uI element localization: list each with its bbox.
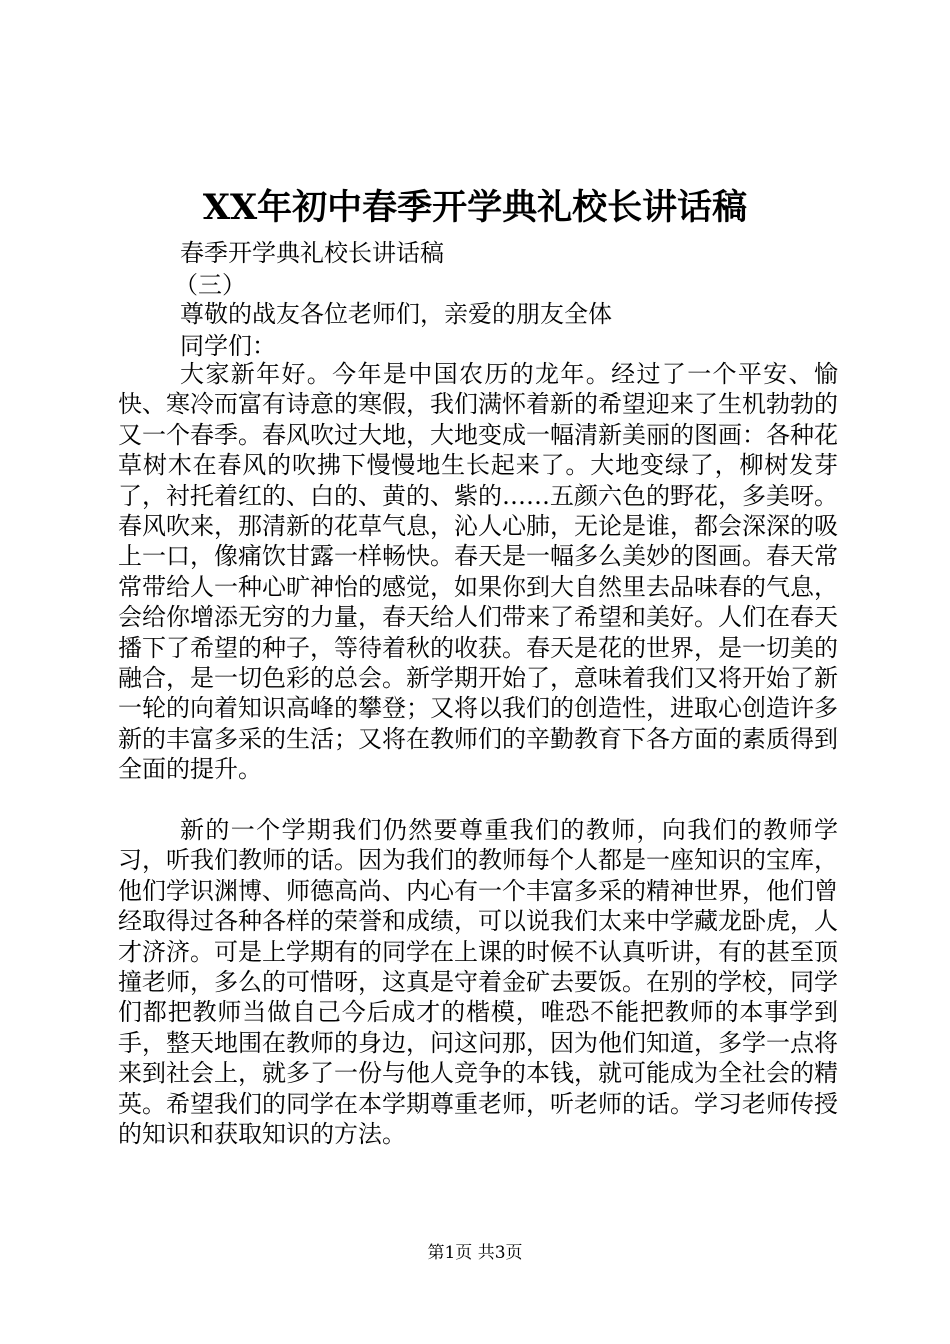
page-indicator: 第1页 共3页 (427, 1243, 523, 1263)
body-paragraph-2: 新的一个学期我们仍然要尊重我们的教师，向我们的教师学习，听我们教师的话。因为我们的教师每个人都是一座知识的宝库，他们学识渊博、师德高尚、内心有一个丰富多采的精神世界，他们曾经取得过各种各样的荣誉和成绩，可以说我们太来中学藏龙卧虎，人才济济。可是上学期有的同学在上课的时候不认真听讲，有的甚至顶撞老师，多么的可惜呀，这真是守着金矿去要饭。在别的学校，同学们都把教师当做自己今后成才的楷模，唯恐不能把教师的本事学到手，整天地围在教师的身边，问这问那，因为他们知道，多学一点将来到社会上，就多了一份与他人竞争的本钱，就可能成为全社会的精英。希望我们的同学在本学期尊重老师，听老师的话。学习老师传授的知识和获取知识的方法。 (118, 816, 838, 1149)
salutation-line-2: 同学们： (180, 332, 276, 360)
salutation-line-1: 尊敬的战友各位老师们，亲爱的朋友全体 (180, 300, 612, 328)
body-paragraph-1: 大家新年好。今年是中国农历的龙年。经过了一个平安、愉快、寒冷而富有诗意的寒假，我们满怀着新的希望迎来了生机勃勃的又一个春季。春风吹过大地，大地变成一幅清新美丽的图画：各种花草树木在春风的吹拂下慢慢地生长起来了。大地变绿了，柳树发芽了，衬托着红的、白的、黄的、紫的……五颜六色的野花，多美呀。春风吹来，那清新的花草气息，沁人心肺，无论是谁，都会深深的吸上一口，像痛饮甘露一样畅快。春天是一幅多么美妙的图画。春天常常带给人一种心旷神怡的感觉，如果你到大自然里去品味春的气息，会给你增添无穷的力量，春天给人们带来了希望和美好。人们在春天播下了希望的种子，等待着秋的收获。春天是花的世界，是一切美的融合，是一切色彩的总会。新学期开始了，意味着我们又将开始了新一轮的向着知识高峰的攀登；又将以我们的创造性，进取心创造许多新的丰富多采的生活；又将在教师们的辛勤教育下各方面的素质得到全面的提升。 (118, 360, 838, 784)
document-subtitle: 春季开学典礼校长讲话稿 (180, 239, 444, 267)
part-label: （三） (174, 271, 246, 299)
document-title: XX年初中春季开学典礼校长讲话稿 (202, 187, 748, 228)
